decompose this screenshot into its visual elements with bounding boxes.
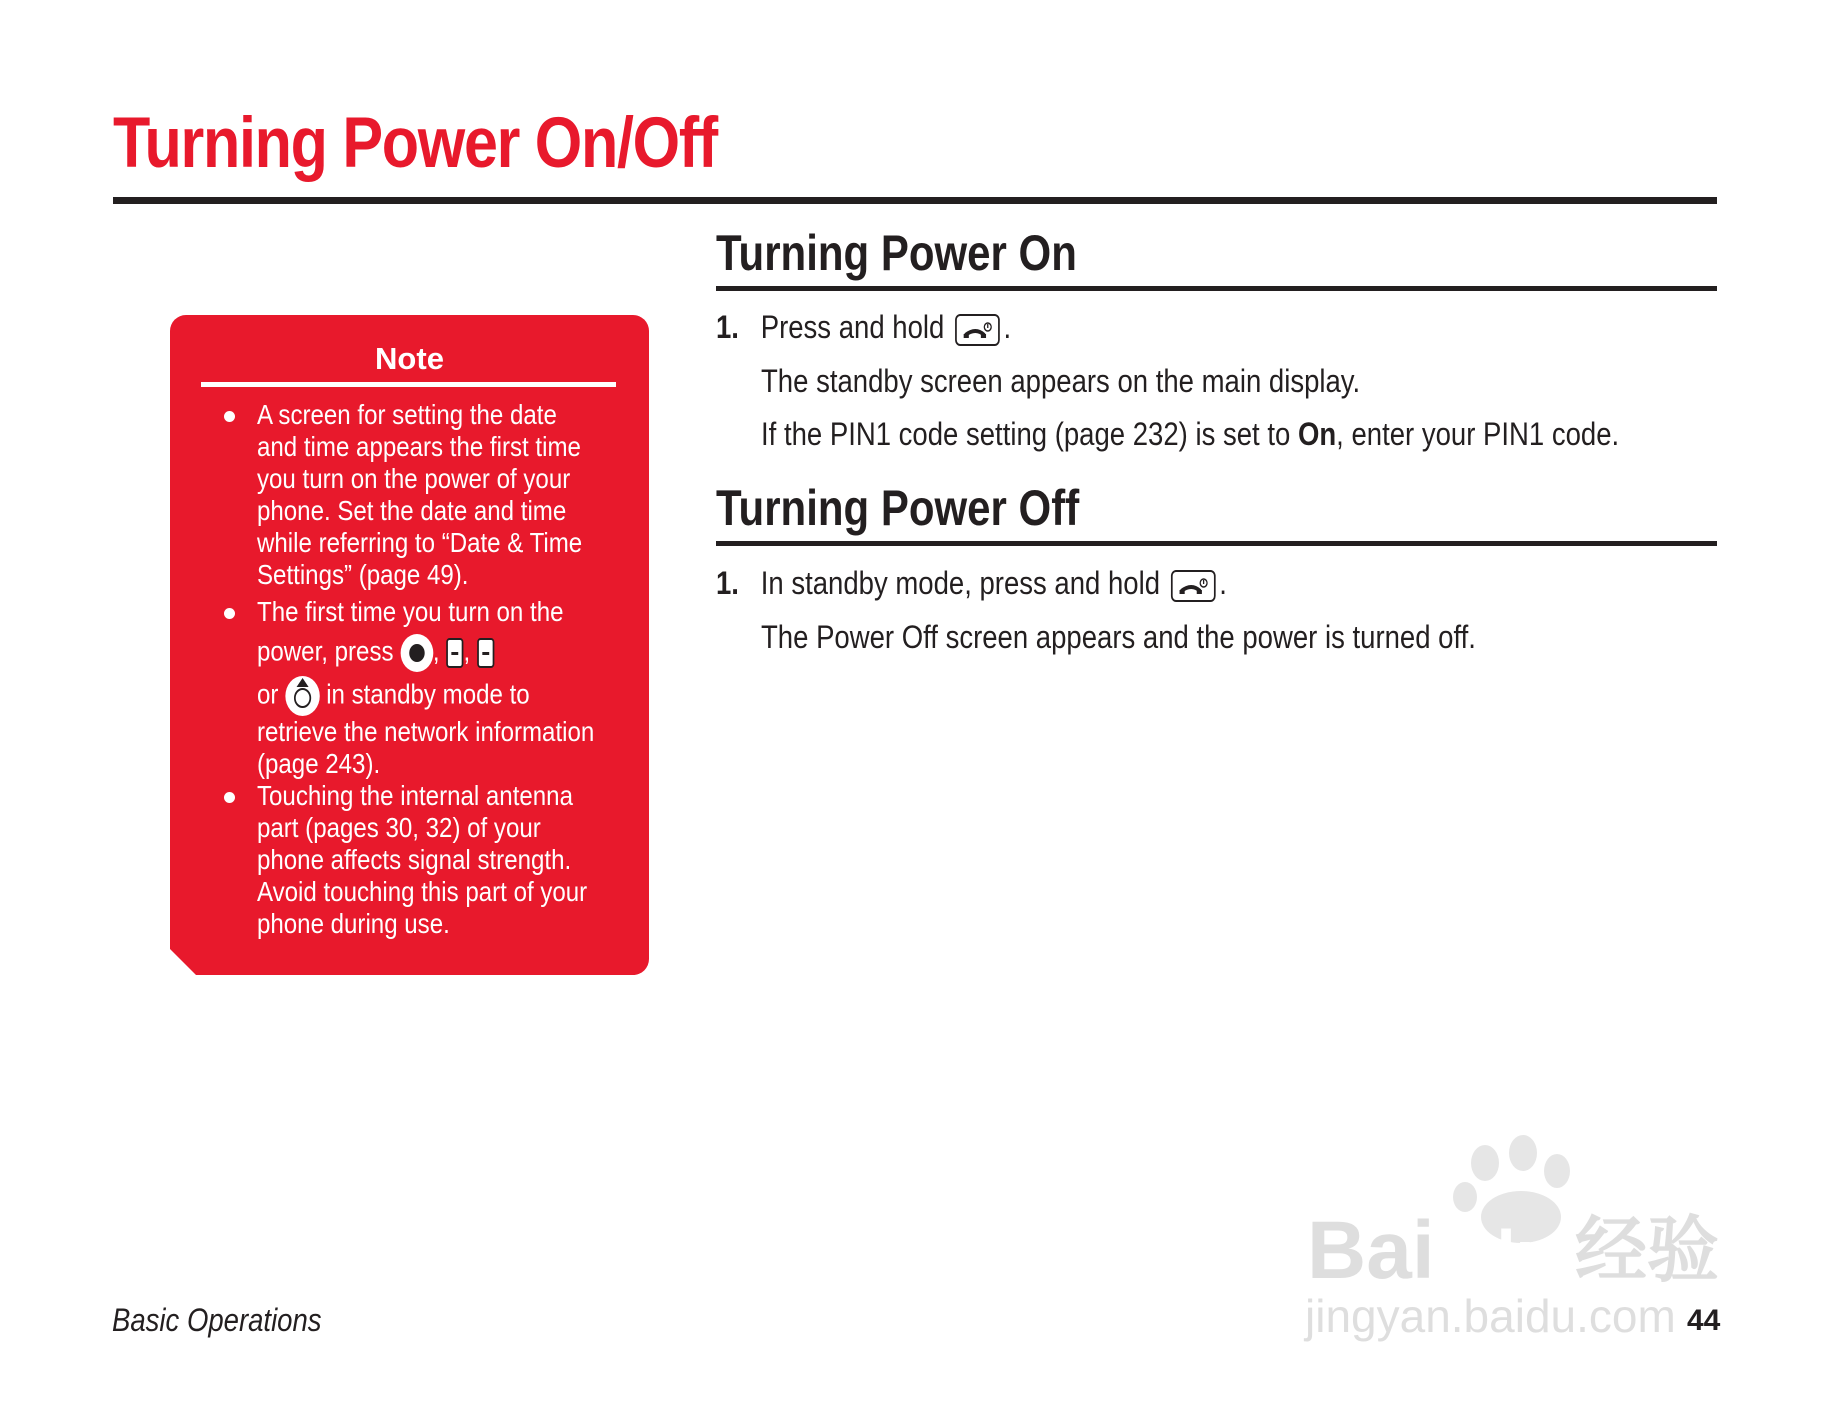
- step-end: .: [1219, 565, 1227, 601]
- right-soft-key-icon: [477, 638, 494, 668]
- paragraph: The standby screen appears on the main display.: [761, 363, 1361, 399]
- end-power-key-icon: [1171, 570, 1216, 602]
- note-text: Avoid touching this part of your: [257, 876, 588, 907]
- paragraph-bold: On: [1297, 416, 1337, 452]
- note-text: Settings” (page 49).: [257, 559, 469, 590]
- page-title: Turning Power On/Off: [113, 104, 717, 183]
- note-text: phone during use.: [257, 908, 450, 939]
- paragraph-text: If the PIN1 code setting (page 232) is set to: [761, 416, 1298, 452]
- note-text: retrieve the network information: [257, 716, 595, 747]
- bullet-dot: [224, 411, 235, 422]
- note-text: you turn on the power of your: [257, 463, 571, 494]
- step-text: In standby mode, press and hold: [760, 565, 1161, 601]
- paragraph: The Power Off screen appears and the power is turned off.: [761, 619, 1476, 655]
- paragraph-text: , enter your PIN1 code.: [1336, 416, 1620, 452]
- end-power-key-icon: [955, 314, 1000, 346]
- note-text: (page 243).: [257, 748, 381, 779]
- note-text: phone. Set the date and time: [257, 495, 567, 526]
- note-text: in standby mode to: [326, 678, 530, 710]
- step-number: 1.: [716, 309, 739, 345]
- bullet-dot: [224, 792, 235, 803]
- section-divider: [716, 286, 1717, 291]
- note-text: phone affects signal strength.: [257, 844, 572, 875]
- title-divider: [113, 197, 1717, 204]
- page-number: 44: [1687, 1304, 1721, 1337]
- separator-comma: ,: [432, 635, 440, 667]
- watermark-url: jingyan.baidu.com: [1305, 1290, 1676, 1342]
- note-line-keys: [257, 676, 530, 716]
- separator-comma: ,: [463, 635, 471, 667]
- step-power-on: [716, 311, 1011, 346]
- note-text: part (pages 30, 32) of your: [257, 812, 541, 843]
- note-text: The first time you turn on the: [257, 596, 564, 627]
- note-title: Note: [375, 341, 444, 376]
- note-text: power, press: [257, 635, 394, 667]
- note-divider: [201, 382, 616, 387]
- footer-section-name: Basic Operations: [112, 1302, 322, 1338]
- note-text: Touching the internal antenna: [257, 780, 573, 811]
- watermark-text: Bai: [1307, 1205, 1435, 1296]
- section-heading-power-off: Turning Power Off: [716, 480, 1080, 536]
- left-soft-key-icon: [446, 638, 463, 668]
- watermark-text: 经验: [1575, 1211, 1720, 1291]
- section-heading-power-on: Turning Power On: [716, 225, 1077, 281]
- step-power-off: [716, 567, 1227, 602]
- watermark-text: du: [1473, 1216, 1559, 1294]
- note-text: A screen for setting the date: [257, 399, 557, 430]
- note-text: or: [257, 678, 279, 710]
- section-divider: [716, 541, 1717, 546]
- paragraph: [761, 418, 1619, 450]
- step-text: Press and hold: [760, 309, 945, 345]
- center-key-icon: [400, 634, 433, 672]
- step-end: .: [1003, 309, 1012, 345]
- note-line-keys: [257, 634, 494, 672]
- note-text: and time appears the first time: [257, 431, 581, 462]
- watermark-logo: [1295, 1135, 1725, 1342]
- note-text: while referring to “Date & Time: [257, 527, 583, 558]
- nav-up-key-icon: [285, 676, 319, 716]
- bullet-dot: [224, 608, 235, 619]
- step-number: 1.: [716, 565, 739, 601]
